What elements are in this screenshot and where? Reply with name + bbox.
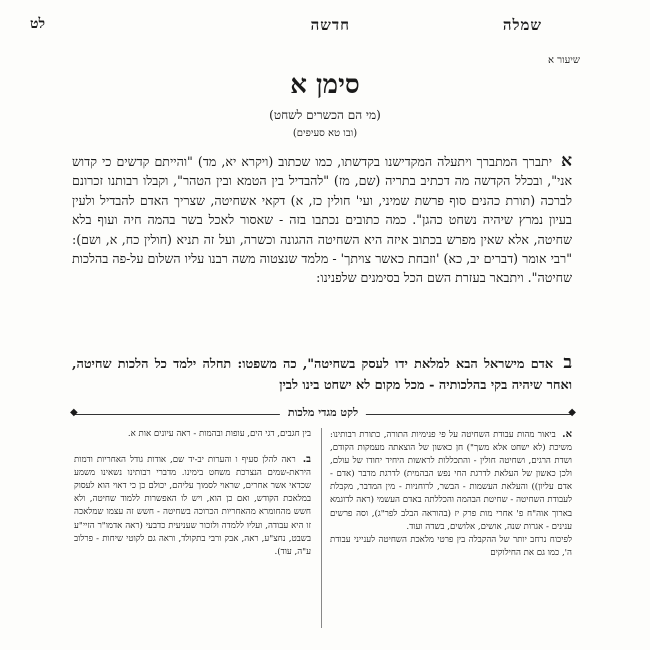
header-title-right: שמלה — [502, 16, 542, 34]
section-subtitle: (מי הם הכשרים לשחט) — [269, 108, 381, 122]
ornament-left-icon: ◆ — [70, 407, 78, 418]
footnote-column-left — [74, 428, 311, 636]
footnote-item — [74, 428, 311, 441]
paragraph-a-text: יתברך המתברך ויתעלה המקדישנו בקדשתו, כמו שכתוב (ויקרא יא, מד) "והייתם קדשים כי קדוש אני", ובכלל הקדשה מה דכתיב בתריה (שם, מז) "להבדיל בין הטמא ובין הטהר", וקבלו רבותנו זכרונם לברכה (תורת כהנים סוף פרשת שמיני, ועי' חולין כז, א) דקאי אשחיטה, שצריך האדם להבדיל ולעין בעיון נמרץ שיהיה נשחט כהגן". כמה כתובים נכתבו בזה - שאסור לאכל בשר בהמה חיה ועוף בלא שחיטה, אלא שאין מפרש בכתוב איזה היא השחיטה ההגונה וכשרה, ועל זה תניא (חולין כח, א, ושם): "רבי אומר (דברים יב, כא) 'וזבחת כאשר צויתך' - מלמד שנצטוה משה רבנו עליו השלום על-פה בהלכות שחיטה". ויתבאר בעזרת השם הכל בסימנים שלפנינו: — [72, 154, 572, 286]
column-divider — [321, 428, 322, 628]
paragraph-a — [72, 152, 572, 288]
paragraph-b — [72, 352, 572, 396]
footnote-text: לפיכוח נרחב יותר של ההקבלה בין פרטי מלאכת השחיטה לענייני עבודת ה', כמו גם את החילוקים — [330, 534, 572, 558]
paragraph-a-marker: א — [561, 152, 572, 171]
footnote-column-right — [330, 428, 572, 636]
paragraph-b-text: אדם מישראל הבא למלאת ידו לעסק בשחיטה", כה משפטו: תחלה ילמד כל הלכות שחיטה, ואחר שיהיה בקי בהלכותיה - מכל מקום לא ישחט בינו לבין — [72, 357, 572, 393]
paragraph-count-note: (ובו טא סעיפים) — [292, 128, 358, 139]
footnote-item — [74, 453, 311, 559]
paragraph-b-marker: ב — [563, 352, 572, 373]
footnote-item — [330, 534, 572, 560]
footnote-gap — [74, 441, 311, 453]
footnote-item — [330, 428, 572, 534]
header-title-middle: חדשה — [310, 16, 350, 34]
lesson-label: שיעור א — [547, 55, 580, 66]
running-header — [30, 16, 620, 38]
ornament-right-icon: ◆ — [568, 407, 576, 418]
page-number: לט — [30, 16, 46, 32]
section-title: סימן א — [290, 70, 360, 100]
footnote-divider — [70, 406, 576, 420]
footnote-text: ראה להלן סעיף ו והערות יב-יד שם, אודות גודל האחריות ודמות היראת-שמים הנצרכת משחט בימינו. מדברי רבותינו נשאינו משמע שכדאי אשר אחרים, שראוי לסמוך עליהם, יכולם כן כי דאוי הוא לעסוק במלאכת הקודש, ואם כן הוא, ויש לו האפשרות ללמוד שחיטה, ולא חשש מהחומרא מהאחריות הכרוכה בשחיטה - חשש זה עצמו שמלאכה זו היא עבודה, ועליו ללמדה ולזכור שעניעית כדבעי (ראה אדמו"ר הזיי"ע בשבט, נחצ"ע, ראה, אבק ורבי בתקולד, וראה גם לקוטי שיחות - פרלוב ע"ה, עוד). — [74, 455, 311, 557]
footnote-mark: א. — [562, 429, 572, 440]
footnote-heading: לקט מגדי מלכות — [280, 406, 366, 419]
footnote-text: ביאור מהות עבודת השחיטה על פי פנימיות התורה, כתורת רבותינו: משיכת (לא ישחט אלא משך") חן כאשון של הוצאתה מעמקות הקודם, ושדת הרגים, ושחיטה חולין - והתכללות לראשות היחיד יחודו של עולם, ולכן כאשון של העלאת לדרגת החי נפש הבהמית) לדרגת מדבר (אדם - אדם עליון)) והעלאת העשמות - הבשר, לרוחניות - מין המדבר, מקבלת לעבודת השחיטה - שחיטת הבהמה והכללתה באדם העשמי (ראה לדוגמא בארוך אוה"ח פ' אחרי מות פרק יז (בהוראה הבלב לפר"ג), וסה פרשים ענינים - אגרות שנה, אושים, אלושים, בשדה ועוד. — [330, 430, 572, 532]
footnote-mark: ב. — [302, 454, 311, 466]
footnote-text: בין חגבים, דגי הים, עופות ובהמות - ראה עיונים אות א. — [127, 429, 311, 439]
